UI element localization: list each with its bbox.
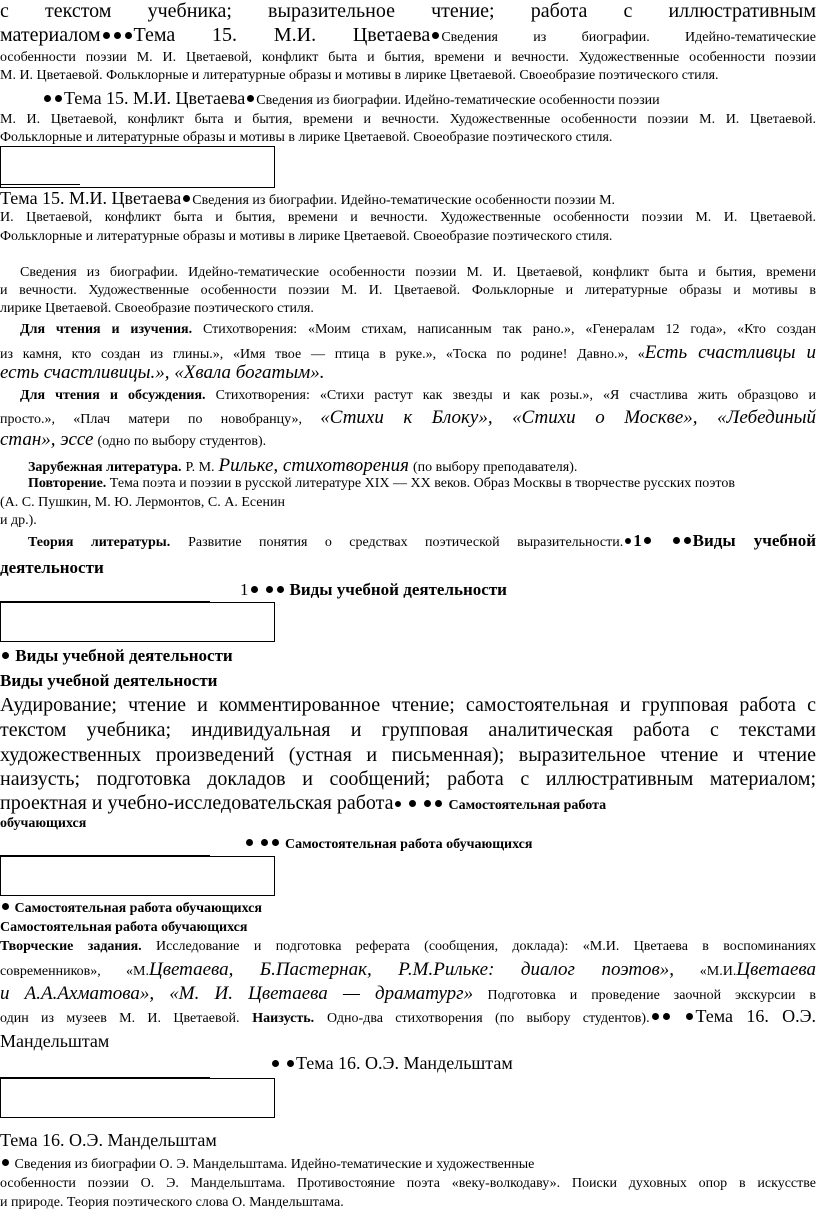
bullet-icon <box>246 839 253 846</box>
text-line: Сведения из биографии. Идейно-тематические особенности поэзии М. И. Цветаевой, конфликт быта и бытия, времени <box>20 265 816 280</box>
bullet-icon <box>432 32 439 39</box>
text-line: деятельности <box>0 558 104 577</box>
section-heading: Виды учебной деятельности <box>0 646 816 666</box>
bullet-icon <box>272 1060 279 1067</box>
divider <box>0 184 80 185</box>
text-line: художественных произведений (устная и письменная); выразительное чтение и чтение <box>0 744 816 766</box>
text-line: Тема 16. О.Э. Мандельштам <box>0 1053 816 1074</box>
bullet-icon <box>2 652 9 659</box>
text-line: Сведения из биографии О. Э. Мандельштама. Идейно-тематические и художественные <box>0 1157 816 1173</box>
bullet-icon <box>673 537 680 544</box>
bullet-icon <box>272 839 279 846</box>
bullet-icon <box>247 95 254 102</box>
text-line: и А.А.Ахматова», «М. И. Цветаева — драматург» Подготовка и проведение заочной экскурсии в <box>0 983 816 1004</box>
text-line: и др.). <box>0 513 37 528</box>
text-line: с текстом учебника; выразительное чтение; работа с иллюстративным <box>0 0 816 22</box>
text-line: Фольклорные и литературные образы и мотивы в лирике Цветаевой. Своеобразие поэтического стиля. <box>0 229 613 244</box>
text-line: М. И. Цветаевой. Фольклорные и литературные образы и мотивы в лирике Цветаевой. Своеобразие поэтического стиля. <box>0 68 719 83</box>
bullet-icon <box>44 95 51 102</box>
bullet-icon <box>277 586 284 593</box>
text-line: Мандельштам <box>0 1031 110 1051</box>
text-line: есть счастливицы.», «Хвала богатым». <box>0 362 325 383</box>
text-line: Для чтения и обсуждения. Стихотворения: «Стихи растут как звезды и как розы.», «Я счастлива жить образцово и <box>20 388 816 403</box>
text-line: Тема 15. М.И. Цветаева Сведения из биографии. Идейно-тематические особенности поэзии <box>0 88 816 109</box>
bullet-icon <box>125 32 132 39</box>
text-line: просто.», «Плач матери по новобранцу», «Стихи к Блоку», «Стихи о Москве», «Лебединый <box>0 407 816 428</box>
bullet-icon <box>663 1013 670 1020</box>
text-line: наизусть; подготовка докладов и сообщений; работа с иллюстративным материалом; <box>0 768 816 790</box>
bullet-icon <box>395 801 401 807</box>
text-line: Повторение. Тема поэта и поэзии в русской литературе XIX — XX веков. Образ Москвы в творчестве русских поэтов <box>28 476 735 491</box>
bullet-icon <box>114 32 121 39</box>
section-heading: Тема 16. О.Э. Мандельштам <box>0 1130 217 1150</box>
empty-box <box>0 856 275 896</box>
text-line: (А. С. Пушкин, М. Ю. Лермонтов, С. А. Есенин <box>0 495 285 510</box>
bullet-icon <box>686 1013 693 1020</box>
text-line: Тема 15. М.И. Цветаева Сведения из биографии. Идейно-тематические особенности поэзии М. <box>0 188 616 208</box>
text-line: особенности поэзии О. Э. Мандельштама. Противостояние поэта «веку-волкодаву». Поиски духовных опор в искусстве <box>0 1176 816 1191</box>
text-line: и вечности. Художественные особенности поэзии М. И. Цветаевой. Фольклорные и литературные образы и мотивы в <box>0 283 816 298</box>
text-line: М. И. Цветаевой, конфликт быта и бытия, времени и вечности. Художественные особенности поэзии М. И. Цветаевой. <box>0 112 816 127</box>
bullet-icon <box>684 537 691 544</box>
bullet-icon <box>644 537 651 544</box>
section-heading: Самостоятельная работа обучающихся <box>0 920 248 935</box>
text-line: 1 Виды учебной деятельности <box>240 580 507 599</box>
bullet-icon <box>409 800 416 807</box>
bullet-icon <box>55 95 62 102</box>
bullet-icon <box>287 1060 294 1067</box>
text-line: Фольклорные и литературные образы и мотивы в лирике Цветаевой. Своеобразие поэтического стиля. <box>0 130 613 145</box>
bullet-icon <box>183 195 190 202</box>
text-line: один из музеев М. И. Цветаевой. Наизусть. Одно-два стихотворения (по выбору студентов). Тема 16. О.Э. <box>0 1006 816 1026</box>
text-line: Зарубежная литература. Р. М. Рильке, стихотворения (по выбору преподавателя). <box>28 455 578 476</box>
empty-box <box>0 146 275 188</box>
bullet-icon <box>435 800 442 807</box>
text-line: современников», «М.Цветаева, Б.Пастернак, Р.М.Рильке: диалог поэтов», «М.И.Цветаева <box>0 959 816 980</box>
empty-box <box>0 1078 275 1118</box>
bullet-icon <box>251 586 258 593</box>
bullet-icon <box>625 538 631 544</box>
bullet-icon <box>103 32 110 39</box>
bullet-icon <box>2 1159 9 1166</box>
text-line: особенности поэзии М. И. Цветаевой, конфликт быта и бытия, времени и вечности. Художественные особенности поэзии <box>0 50 816 65</box>
text-line: стан», эссе (одно по выбору студентов). <box>0 429 267 450</box>
text-line: Самостоятельная работа обучающихся <box>0 835 816 853</box>
section-heading: Самостоятельная работа обучающихся <box>0 901 816 917</box>
text-line: из камня, кто создан из глины.», «Имя твое — птица в руке.», «Тоска по родине! Давно.», «Есть счастливцы и <box>0 342 816 363</box>
text-line: Теория литературы. Развитие понятия о средствах поэтической выразительности. 1 Виды учебной <box>28 531 816 550</box>
text-line: Для чтения и изучения. Стихотворения: «Моим стихам, написанным так рано.», «Генералам 12 года», «Кто создан <box>20 322 816 337</box>
text-line: И. Цветаевой, конфликт быта и бытия, времени и вечности. Художественные особенности поэзии М. И. Цветаевой. <box>0 210 816 225</box>
empty-box <box>0 602 275 642</box>
text-line: Аудирование; чтение и комментированное чтение; самостоятельная и групповая работа с <box>0 694 816 716</box>
bullet-icon <box>652 1013 659 1020</box>
section-heading: Виды учебной деятельности <box>0 671 218 690</box>
text-line: материалом Тема 15. М.И. Цветаева Сведения из биографии. Идейно-тематические <box>0 24 816 46</box>
text-line: лирике Цветаевой. Своеобразие поэтического стиля. <box>0 301 314 316</box>
text-line: обучающихся <box>0 816 87 831</box>
text-line: проектная и учебно-исследовательская работа Самостоятельная работа <box>0 792 607 814</box>
text-line: Творческие задания. Исследование и подготовка реферата (сообщения, доклада): «М.И. Цветаева в воспоминаниях <box>0 939 816 954</box>
bullet-icon <box>266 586 273 593</box>
bullet-icon <box>2 903 9 910</box>
bullet-icon <box>424 800 431 807</box>
text-line: текстом учебника; индивидуальная и групповая аналитическая работа с текстами <box>0 719 816 741</box>
bullet-icon <box>261 839 268 846</box>
text-line: и природе. Теория поэтического слова О. Мандельштама. <box>0 1195 344 1210</box>
